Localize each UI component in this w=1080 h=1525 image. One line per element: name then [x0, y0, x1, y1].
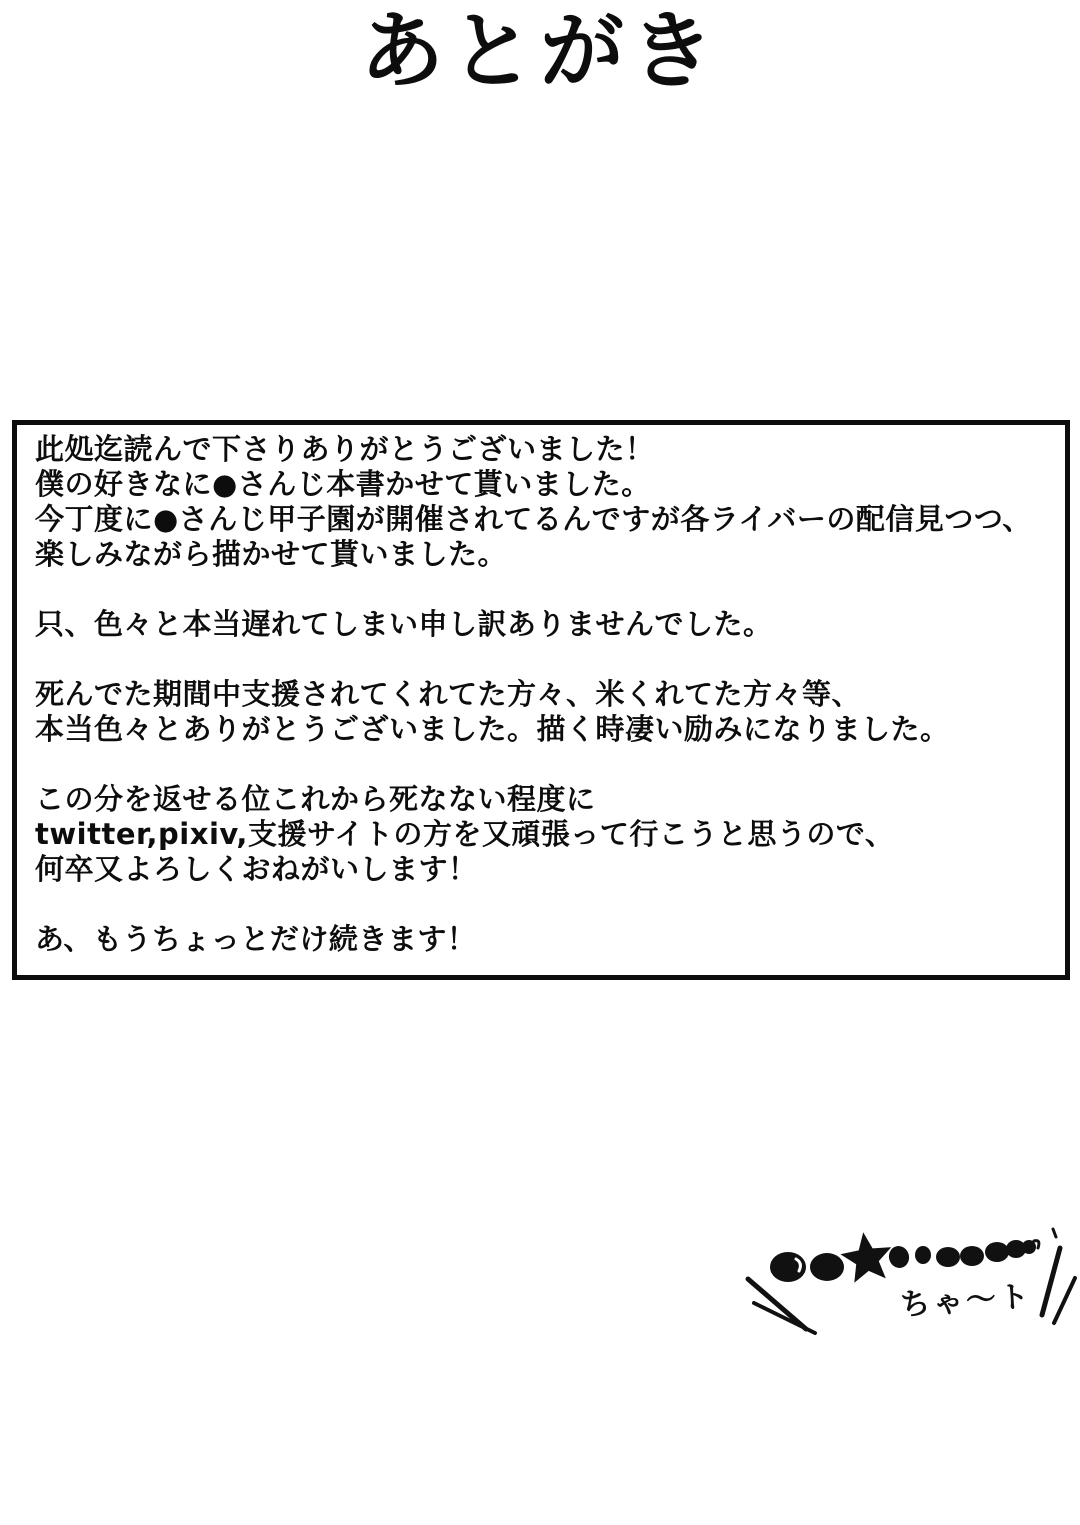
afterword-line: この分を返せる位これから死なない程度に [35, 782, 596, 816]
afterword-line: 楽しみながら描かせて貰いました。 [35, 537, 508, 571]
afterword-line: 僕の好きなに●さんじ本書かせて貰いました。 [35, 467, 651, 501]
afterword-text-box [12, 420, 1070, 980]
afterword-line: 只、色々と本当遅れてしまい申し訳ありませんでした。 [35, 607, 773, 641]
afterword-line: 今丁度に●さんじ甲子園が開催されてるんですが各ライバーの配信見つつ、 [35, 502, 1032, 536]
speed-lines-right-icon [1042, 1229, 1075, 1323]
afterword-blank-line [35, 887, 1049, 922]
artist-signature-doodle [720, 1215, 1080, 1355]
ink-dot-row-icon [886, 1240, 1038, 1270]
ink-blob-icon [810, 1253, 844, 1281]
afterword-blank-line [35, 572, 1049, 607]
speed-lines-left-icon [748, 1279, 815, 1333]
signature-handwriting: ちゃ〜ト [898, 1279, 1034, 1324]
afterword-line: 死んでた期間中支援されてくれてた方々、米くれてた方々等、 [35, 677, 862, 711]
afterword-blank-line [35, 747, 1049, 782]
afterword-blank-line [35, 642, 1049, 677]
afterword-line: 何卒又よろしくおねがいします！ [35, 852, 478, 886]
page-title: あとがき [359, 2, 720, 100]
afterword-line: 此処迄読んで下さりありがとうございました！ [35, 432, 655, 466]
afterword-line: twitter,pixiv,支援サイトの方を又頑張って行こうと思うので、 [35, 817, 895, 851]
afterword-line: 本当色々とありがとうございました。描く時凄い励みになりました。 [35, 712, 950, 746]
afterword-line: あ、もうちょっとだけ続きます！ [35, 922, 477, 956]
star-icon [840, 1232, 891, 1283]
